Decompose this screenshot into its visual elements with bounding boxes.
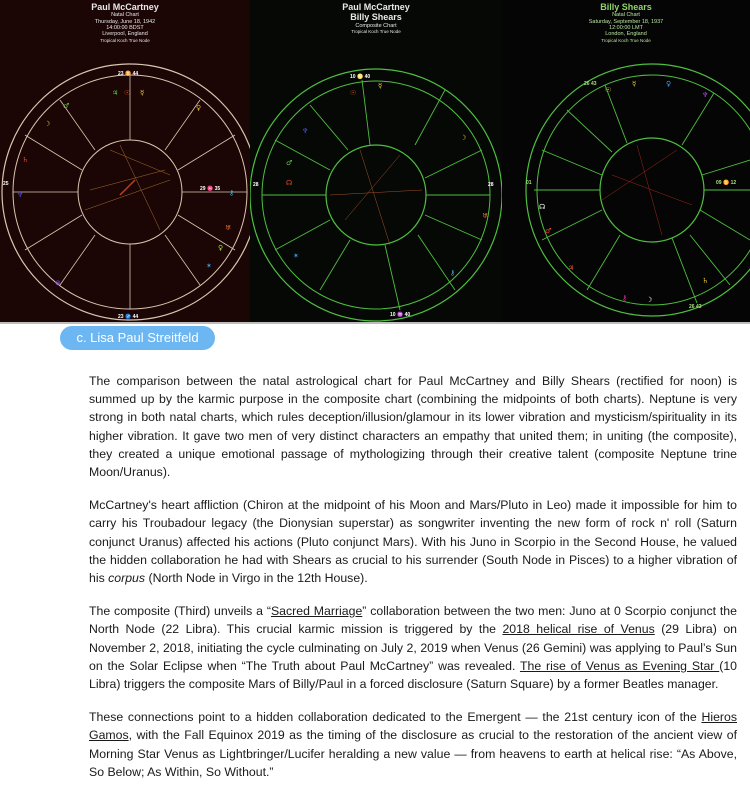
svg-text:♆: ♆	[302, 127, 309, 135]
text: (10 Libra) triggers the composite Mars of Billy/Paul in a forced disclosure (Saturn Square) by a former Beatles manager.	[89, 658, 737, 692]
svg-text:☊: ☊	[539, 203, 546, 211]
svg-text:♅: ♅	[225, 224, 232, 232]
svg-text:☿: ☿	[632, 80, 637, 88]
svg-text:♃: ♃	[112, 89, 119, 97]
svg-text:♄: ♄	[702, 277, 709, 285]
svg-text:♀: ♀	[218, 244, 224, 252]
svg-text:☿: ☿	[140, 89, 145, 97]
link-hieros-gamos[interactable]: Hieros Gamos	[89, 710, 737, 743]
paragraph-1: The comparison between the natal astrological chart for Paul McCartney and Billy Shears (rectified for noon) is summed up by the karmic purpose in the composite chart (combining the midpoints of both charts). Neptune is very strong in both natal charts, which rules deception/illusion/glamour in its lower vibration and mysticism/spirituality in its higher vibration. It gave two men of very distinct characters an empathy that united them; in uniting (the composite), they created a unique emotional passage of mythologizing through their creative talent (composite Neptune trine Moon/Uranus).	[89, 374, 737, 480]
chart-system: Tropical Koch True Node	[351, 29, 401, 34]
chart-time: 14:00:00 BDST	[106, 24, 144, 31]
chart-place: Liverpool, England	[102, 31, 148, 38]
svg-text:⊗: ⊗	[55, 279, 61, 287]
text: The composite (Third) unveils a “	[89, 604, 271, 619]
cusp-left: 01	[526, 180, 532, 186]
chart-system: Tropical Koch True Node	[601, 37, 651, 43]
cusp-left: 25	[3, 181, 9, 187]
svg-text:☉: ☉	[350, 89, 357, 97]
inner-ring	[78, 140, 182, 244]
cusp-right: 28	[488, 182, 494, 188]
svg-text:✶: ✶	[206, 262, 212, 270]
svg-text:⚷: ⚷	[229, 189, 235, 197]
chart-header	[250, 2, 502, 34]
link-helical-rise[interactable]: 2018 helical rise of Venus	[502, 622, 655, 637]
svg-text:✶: ✶	[293, 252, 299, 260]
svg-text:☽: ☽	[646, 296, 653, 304]
cusp-top: 23 ♊ 44	[118, 71, 139, 77]
paul-natal-chart	[0, 0, 250, 322]
composite-chart	[250, 0, 502, 322]
svg-text:♄: ♄	[22, 156, 29, 164]
cusp-right: 09 ♊ 12	[716, 180, 737, 186]
svg-text:♂: ♂	[286, 159, 293, 167]
cusp-top: 10 ♌ 40	[350, 74, 371, 80]
chart-time: 12:00:00 LMT	[609, 24, 643, 31]
cusp-right: 29 ♓ 35	[200, 186, 221, 192]
divider	[0, 322, 750, 324]
svg-text:♆: ♆	[702, 91, 709, 99]
composite-wheel	[250, 0, 502, 322]
text: (North Node in Virgo in the 12th House).	[145, 571, 368, 586]
chart-type: Composite Chart	[355, 22, 397, 29]
chart-system: Tropical Koch True Node	[100, 37, 150, 43]
credit-badge: c. Lisa Paul Streitfeld	[60, 326, 215, 350]
text: ” collaboration between the two men: Juno at 0 Scorpio conjunct the North Node (22 Libra). This crucial karmic mission is triggered by the	[89, 604, 737, 637]
natal-wheel-billy	[502, 0, 750, 322]
text: (29 Libra) on November 2, 2018, initiating the cycle culminating on July 2, 2019 when Venus (26 Gemini) was applying to Paul’s Sun on the Solar Eclipse when “The Truth about Paul McCartney” was revealed.	[89, 622, 737, 673]
billy-natal-chart	[502, 0, 750, 322]
chart-name-2: Billy Shears	[350, 12, 402, 23]
cusp-bottom: 26 43	[689, 304, 702, 310]
svg-text:☉: ☉	[124, 89, 131, 97]
chart-type: Natal Chart	[612, 12, 640, 19]
chart-name: Paul McCartney	[91, 2, 159, 12]
svg-text:⚷: ⚷	[450, 269, 456, 277]
house-cusps	[13, 75, 247, 309]
chart-name: Paul McCartney	[342, 2, 410, 12]
article-body	[89, 372, 737, 796]
cusp-left: 28	[253, 182, 259, 188]
paragraph-3	[89, 602, 737, 693]
link-evening-star[interactable]: The rise of Venus as Evening Star	[519, 658, 720, 673]
svg-text:♀: ♀	[196, 104, 202, 112]
italic-text: corpus	[108, 571, 146, 586]
chart-date: Saturday, September 18, 1937	[588, 18, 664, 25]
svg-text:♂: ♂	[545, 227, 552, 235]
cusp-top: 26 43	[584, 81, 597, 87]
svg-text:⚷: ⚷	[622, 294, 628, 302]
text: McCartney's heart affliction (Chiron at the midpoint of his Moon and Mars/Pluto in Leo) made it impossible for him to carry his Troubadour legacy (the Dionysian superstar) as songwriter inventing the new form of rock n' roll (Saturn conjunct Uranus) affected his actions (Pluto conjunct Mars). With his Juno in Scorpio in the Second House, he valued the hidden collaboration he had with Shears as crucial to his surrender (South Node in Pisces) to a higher vibration of his	[89, 498, 737, 586]
text: These connections point to a hidden collaboration dedicated to the Emergent — the 21st century icon of the	[89, 710, 702, 725]
chart-images	[0, 0, 750, 322]
chart-type: Natal Chart	[111, 12, 139, 19]
natal-wheel-paul	[0, 0, 250, 322]
cusp-bottom: 23 ♐ 44	[118, 314, 139, 320]
cusp-labels	[3, 70, 220, 320]
chart-date: Thursday, June 18, 1942	[94, 18, 156, 25]
svg-text:♀: ♀	[666, 80, 672, 88]
svg-text:☉: ☉	[605, 86, 612, 94]
svg-text:☽: ☽	[460, 134, 467, 142]
text: , with the Fall Equinox 2019 as the timing of the disclosure as crucial to the restoration of the ancient view of Morning Star Venus as Lightbringer/Lucifer heralding a new value — from heavens to earth at helical rise: “As Above, So Below; As Within, So Without.”	[89, 728, 737, 779]
svg-text:☊: ☊	[286, 179, 293, 187]
svg-text:☿: ☿	[378, 82, 383, 90]
svg-text:☽: ☽	[44, 120, 51, 128]
chart-place: London, England	[605, 31, 647, 38]
paragraph-4	[89, 708, 737, 781]
svg-text:♂: ♂	[63, 102, 70, 110]
chart-header	[0, 2, 250, 43]
paragraph-2	[89, 496, 737, 587]
cusp-bottom: 10 ♒ 40	[390, 312, 411, 318]
svg-text:♅: ♅	[482, 212, 489, 220]
chart-header	[502, 2, 750, 43]
svg-text:♆: ♆	[17, 191, 24, 199]
chart-name: Billy Shears	[600, 2, 652, 12]
link-sacred-marriage[interactable]: Sacred Marriage	[270, 604, 363, 619]
svg-text:♃: ♃	[568, 264, 575, 272]
